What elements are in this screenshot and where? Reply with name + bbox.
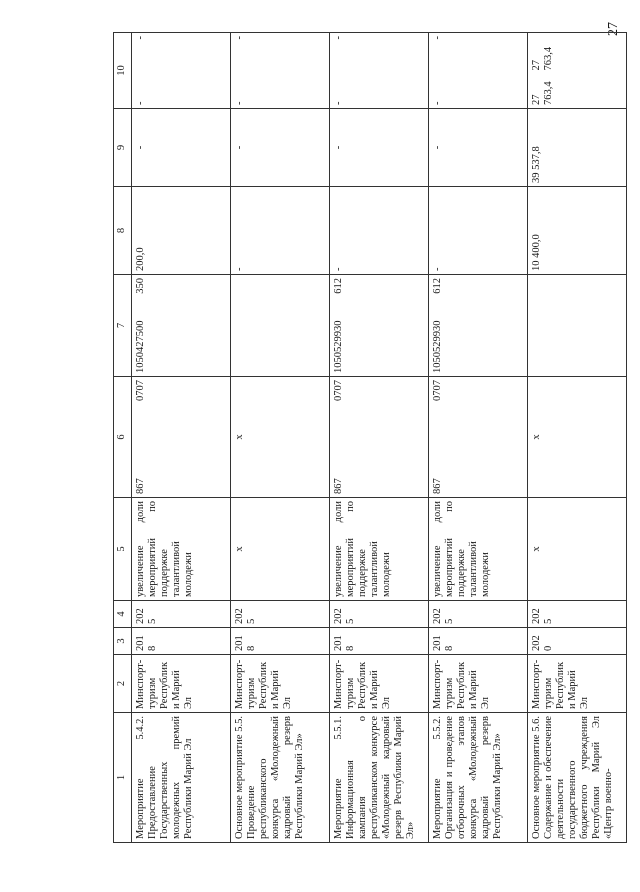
rzpr-code: 0707 bbox=[333, 380, 344, 401]
rotated-table-container bbox=[113, 33, 615, 843]
budget-table bbox=[113, 32, 627, 843]
start-year-cell: 2018 bbox=[330, 628, 429, 655]
start-year-cell: 2020 bbox=[528, 628, 627, 655]
csr-code: 1050529930 bbox=[333, 320, 344, 373]
grbs-code: 867 bbox=[333, 478, 344, 494]
amount-cell: 200,0 bbox=[132, 187, 231, 275]
start-year-cell: 2018 bbox=[429, 628, 528, 655]
activity-name-cell: Мероприятие 5.5.1. Информационная кампания о республиканском конкурсе «Молодежный кадровый резерв Республики Марий Эл» bbox=[330, 713, 429, 843]
result-cell: увеличение доли мероприятий по поддержке талантливой молодежи bbox=[132, 498, 231, 601]
header-row bbox=[114, 33, 132, 843]
budget-code-cell bbox=[429, 275, 528, 377]
table-row bbox=[231, 33, 330, 843]
start-year-cell: 2018 bbox=[231, 628, 330, 655]
table-row bbox=[330, 33, 429, 843]
column-header: 8 bbox=[114, 187, 132, 275]
budget-code-cell bbox=[132, 377, 231, 498]
result-cell: х bbox=[528, 498, 627, 601]
column-header: 4 bbox=[114, 601, 132, 628]
page-number: 27 bbox=[606, 22, 621, 36]
end-year-cell: 2025 bbox=[330, 601, 429, 628]
amount-value-10: - bbox=[234, 36, 245, 40]
vr-code: 350 bbox=[135, 278, 146, 294]
amount-cell bbox=[429, 33, 528, 109]
amount-value-9: - bbox=[234, 101, 245, 105]
activity-name-cell: Мероприятие 5.4.2. Предоставление Государственных молодежных премий Республики Марий Эл bbox=[132, 713, 231, 843]
budget-code-cell bbox=[330, 275, 429, 377]
csr-code: 1050427500 bbox=[135, 320, 146, 373]
grbs-code: 867 bbox=[432, 478, 443, 494]
amount-value-10: - bbox=[432, 36, 443, 40]
table-row bbox=[528, 33, 627, 843]
amount-value-10: 27 763,4 bbox=[531, 46, 555, 71]
amount-value-9: 27 763,4 bbox=[531, 81, 555, 105]
executor-cell: Минспорт-туризм Республики Марий Эл bbox=[231, 655, 330, 713]
amount-cell bbox=[231, 33, 330, 109]
vr-code: 612 bbox=[432, 278, 443, 294]
executor-cell: Минспорт-туризм Республики Марий Эл bbox=[528, 655, 627, 713]
amount-cell: - bbox=[330, 109, 429, 187]
result-cell: увеличение доли мероприятий по поддержке талантливой молодежи bbox=[330, 498, 429, 601]
start-year-cell: 2018 bbox=[132, 628, 231, 655]
amount-value-10: - bbox=[135, 36, 146, 40]
column-header: 2 bbox=[114, 655, 132, 713]
budget-code-cell: х bbox=[528, 377, 627, 498]
activity-name-cell: Мероприятие 5.5.2. Организация и проведение отборочных этапов конкурса «Молодежный кадровый резерв Республики Марий Эл» bbox=[429, 713, 528, 843]
amount-cell: - bbox=[429, 187, 528, 275]
column-header: 9 bbox=[114, 109, 132, 187]
amount-cell: - bbox=[231, 187, 330, 275]
executor-cell: Минспорт-туризм Республики Марий Эл bbox=[330, 655, 429, 713]
amount-value-9: - bbox=[135, 101, 146, 105]
vr-code: 612 bbox=[333, 278, 344, 294]
amount-cell: - bbox=[231, 109, 330, 187]
table-row bbox=[429, 33, 528, 843]
amount-cell bbox=[330, 33, 429, 109]
activity-name-cell: Основное мероприятие 5.5. Проведение республиканского конкурса «Молодежный кадровый резерв Республики Марий Эл» bbox=[231, 713, 330, 843]
amount-cell: - bbox=[429, 109, 528, 187]
executor-cell: Минспорт-туризм Республики Марий Эл bbox=[429, 655, 528, 713]
activity-name-cell: Основное мероприятие 5.6. Содержание и обеспечение деятельности государственного бюджетного учреждения Республики Марий Эл «Центр военно- bbox=[528, 713, 627, 843]
column-header: 10 bbox=[114, 33, 132, 109]
column-header: 5 bbox=[114, 498, 132, 601]
executor-cell: Минспорт-туризм Республики Марий Эл bbox=[132, 655, 231, 713]
amount-value-10: - bbox=[333, 36, 344, 40]
end-year-cell: 2025 bbox=[429, 601, 528, 628]
budget-code-cell bbox=[528, 275, 627, 377]
table-row bbox=[132, 33, 231, 843]
end-year-cell: 2025 bbox=[528, 601, 627, 628]
column-header: 6 bbox=[114, 377, 132, 498]
amount-cell bbox=[528, 33, 627, 109]
amount-value-9: - bbox=[432, 101, 443, 105]
budget-code-cell: х bbox=[231, 377, 330, 498]
budget-code-cell bbox=[330, 377, 429, 498]
amount-cell: 39 537,8 bbox=[528, 109, 627, 187]
rzpr-code: 0707 bbox=[135, 380, 146, 401]
column-header: 3 bbox=[114, 628, 132, 655]
budget-code-cell bbox=[231, 275, 330, 377]
result-cell: х bbox=[231, 498, 330, 601]
column-header: 7 bbox=[114, 275, 132, 377]
amount-cell: - bbox=[132, 109, 231, 187]
rzpr-code: 0707 bbox=[432, 380, 443, 401]
amount-cell bbox=[132, 33, 231, 109]
result-cell: увеличение доли мероприятий по поддержке талантливой молодежи bbox=[429, 498, 528, 601]
budget-code-cell bbox=[429, 377, 528, 498]
end-year-cell: 2025 bbox=[132, 601, 231, 628]
grbs-code: 867 bbox=[135, 478, 146, 494]
column-header: 1 bbox=[114, 713, 132, 843]
amount-cell: 10 400,0 bbox=[528, 187, 627, 275]
csr-code: 1050529930 bbox=[432, 320, 443, 373]
budget-code-cell bbox=[132, 275, 231, 377]
amount-value-9: - bbox=[333, 101, 344, 105]
amount-cell: - bbox=[330, 187, 429, 275]
end-year-cell: 2025 bbox=[231, 601, 330, 628]
